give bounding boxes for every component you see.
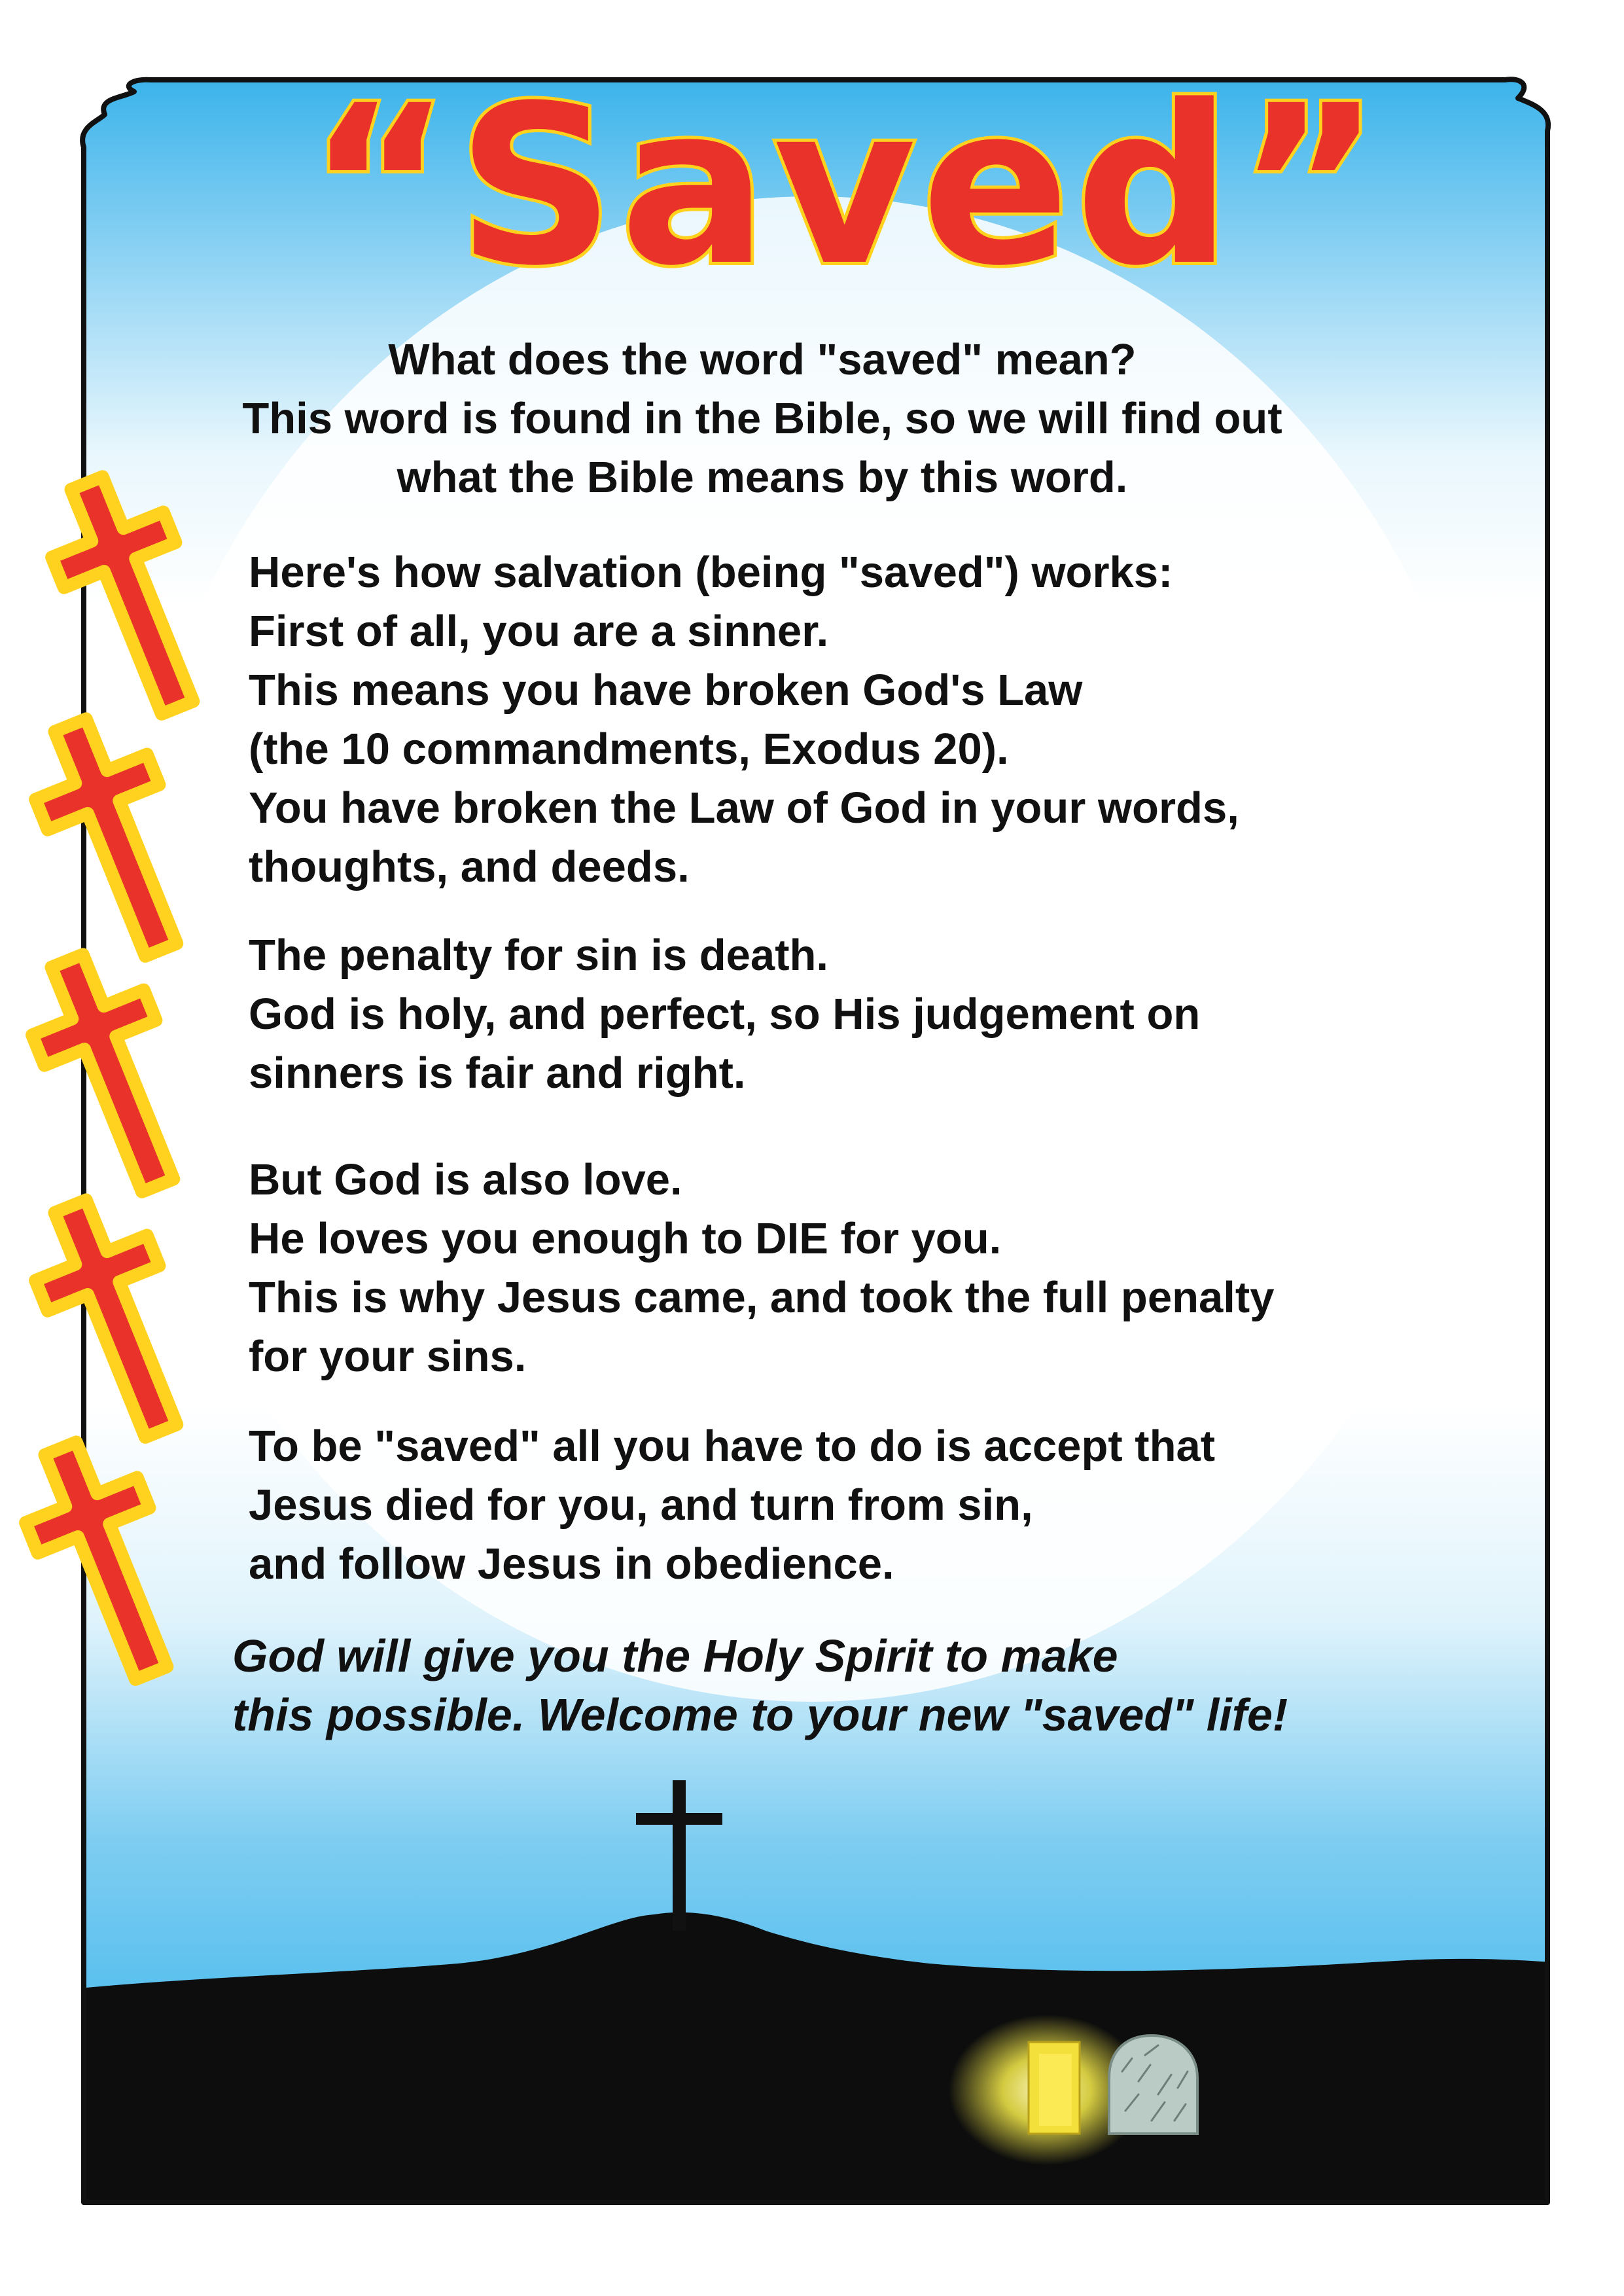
intro-line: What does the word "saved" mean? [388, 335, 1137, 384]
paragraph-line: The penalty for sin is death. [249, 931, 829, 980]
closing-line: God will give you the Holy Spirit to make [232, 1630, 1118, 1681]
paragraph-line: First of all, you are a sinner. [249, 607, 829, 656]
page-title: “Saved” [308, 59, 1387, 314]
paragraph-line: This is why Jesus came, and took the full penalty [249, 1273, 1275, 1322]
intro-line: what the Bible means by this word. [397, 453, 1128, 502]
paragraph-line: Here's how salvation (being "saved") works: [249, 548, 1173, 597]
paragraph-sinner [249, 543, 1239, 897]
paragraph-penalty [249, 926, 1200, 1103]
paragraph-how-to-be-saved [249, 1417, 1215, 1594]
tomb-stone-icon [1109, 2036, 1197, 2134]
paragraph-line: and follow Jesus in obedience. [249, 1539, 894, 1588]
paragraph-line: He loves you enough to DIE for you. [249, 1214, 1002, 1263]
paragraph-love [249, 1151, 1274, 1386]
paragraph-line: sinners is fair and right. [249, 1049, 746, 1098]
intro-text [92, 331, 1433, 507]
paragraph-line: Jesus died for you, and turn from sin, [249, 1480, 1033, 1530]
paragraph-line: This means you have broken God's Law [249, 666, 1083, 715]
paragraph-line: You have broken the Law of God in your words, [249, 783, 1239, 833]
paragraph-line: for your sins. [249, 1332, 527, 1381]
paragraph-line: To be "saved" all you have to do is accept that [249, 1422, 1216, 1471]
intro-line: This word is found in the Bible, so we will find out [242, 394, 1282, 443]
paragraph-line: God is holy, and perfect, so His judgement on [249, 990, 1201, 1039]
closing-line: this possible. Welcome to your new "saved" life! [232, 1689, 1288, 1740]
paragraph-line: (the 10 commandments, Exodus 20). [249, 725, 1009, 774]
paragraph-line: thoughts, and deeds. [249, 842, 690, 891]
paragraph-line: But God is also love. [249, 1155, 682, 1204]
closing-text [232, 1626, 1288, 1744]
